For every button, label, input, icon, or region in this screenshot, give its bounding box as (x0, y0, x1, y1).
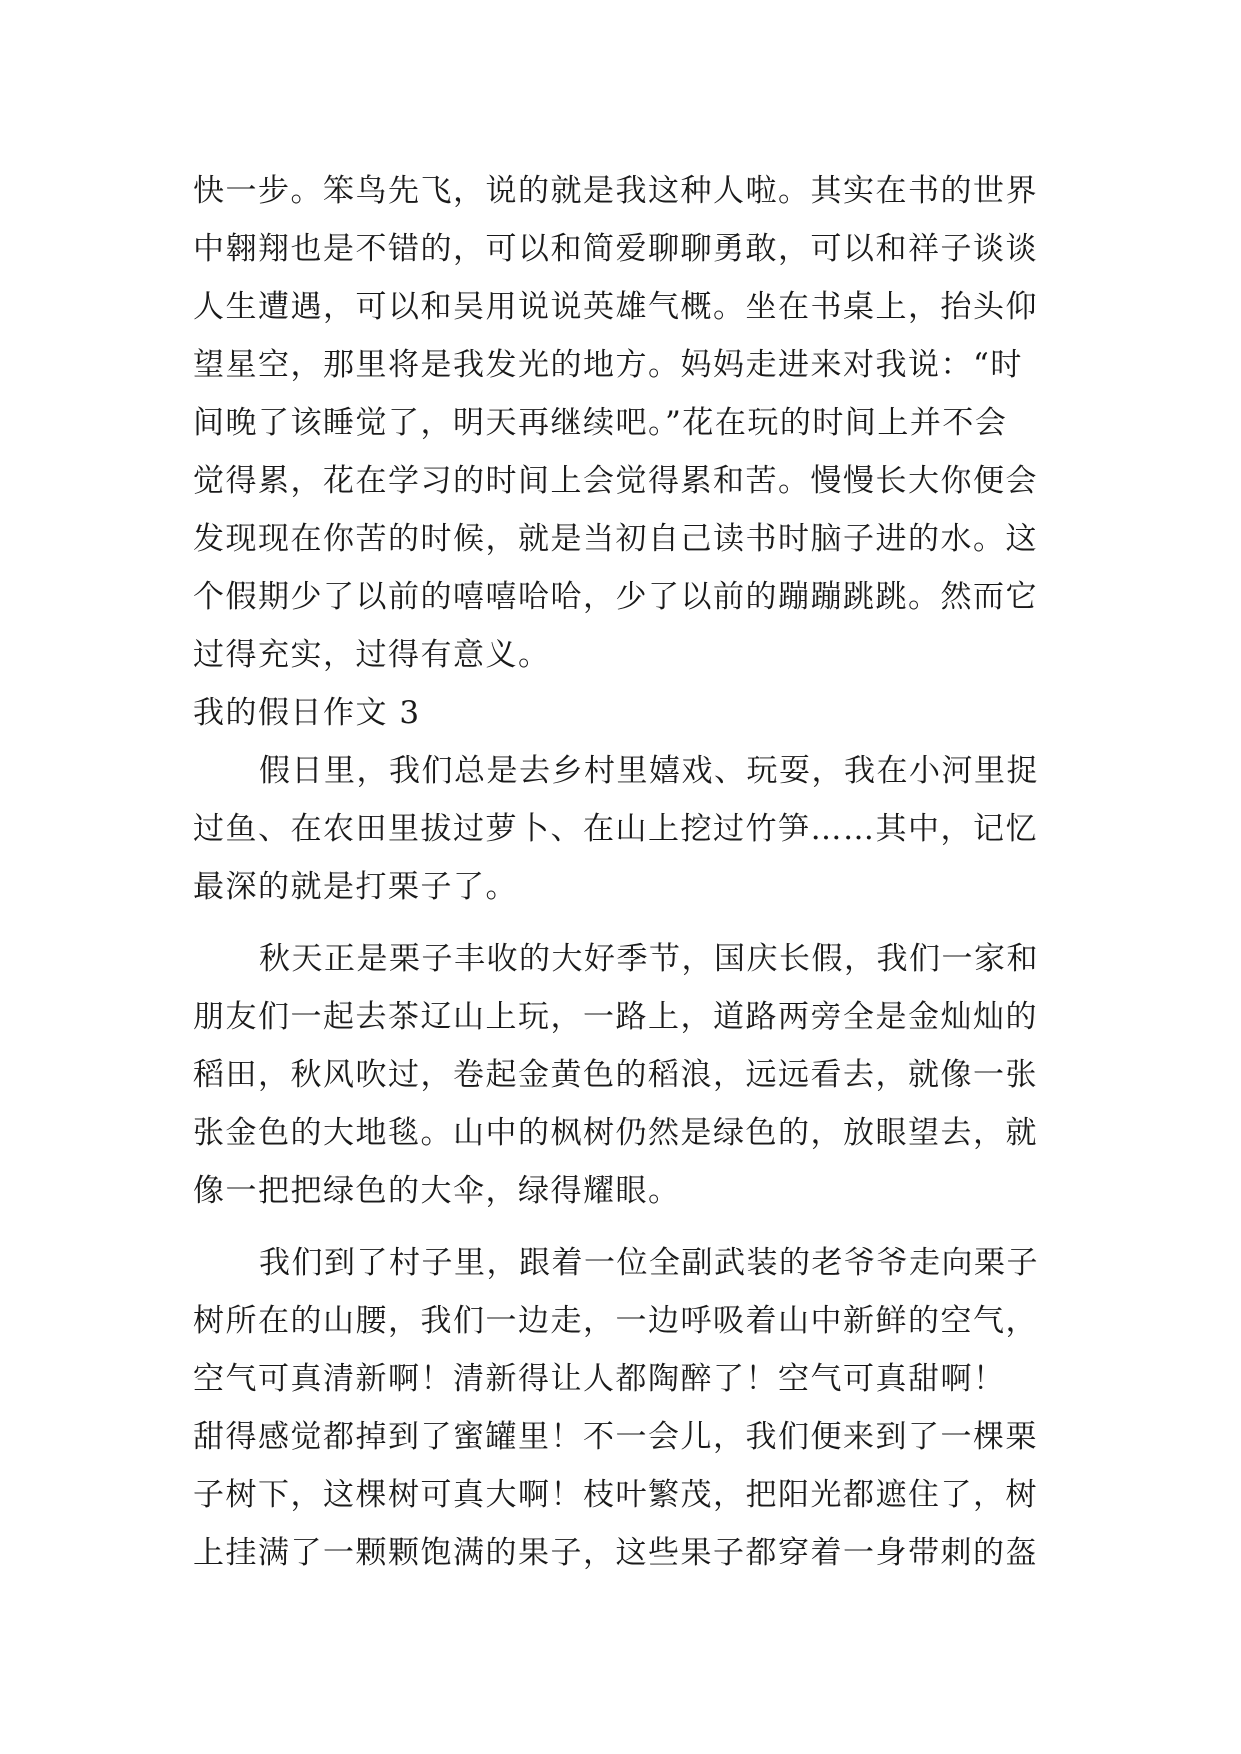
text-line: 上挂满了一颗颗饱满的果子，这些果子都穿着一身带刺的盔 (193, 1535, 1038, 1571)
text-line: 空气可真清新啊！清新得让人都陶醉了！空气可真甜啊！ (193, 1361, 1006, 1397)
essay-title: 我的假日作文 3 (193, 695, 421, 731)
text-line: 甜得感觉都掉到了蜜罐里！不一会儿，我们便来到了一棵栗 (193, 1419, 1038, 1455)
text-line: 中翱翔也是不错的，可以和简爱聊聊勇敢，可以和祥子谈谈 (193, 231, 1038, 267)
text-line: 假日里，我们总是去乡村里嬉戏、玩耍，我在小河里捉 (259, 753, 1039, 789)
text-line: 快一步。笨鸟先飞，说的就是我这种人啦。其实在书的世界 (193, 173, 1038, 209)
intro-paragraph (193, 162, 1061, 684)
text-line: 过鱼、在农田里拔过萝卜、在山上挖过竹笋……其中，记忆 (193, 811, 1038, 847)
text-line: 朋友们一起去茶辽山上玩，一路上，道路两旁全是金灿灿的 (193, 999, 1038, 1035)
text-line: 稻田，秋风吹过，卷起金黄色的稻浪，远远看去，就像一张 (193, 1057, 1038, 1093)
text-line: 像一把把绿色的大伞，绿得耀眼。 (193, 1173, 681, 1209)
text-line: 望星空，那里将是我发光的地方。妈妈走进来对我说：“时 (193, 347, 1023, 383)
text-line: 树所在的山腰，我们一边走，一边呼吸着山中新鲜的空气， (193, 1303, 1038, 1339)
text-line: 觉得累，花在学习的时间上会觉得累和苦。慢慢长大你便会 (193, 463, 1038, 499)
text-line: 人生遭遇，可以和吴用说说英雄气概。坐在书桌上，抬头仰 (193, 289, 1038, 325)
paragraph-2 (193, 930, 1061, 1220)
text-line: 我们到了村子里，跟着一位全副武装的老爷爷走向栗子 (259, 1245, 1039, 1281)
text-line: 发现现在你苦的时候，就是当初自己读书时脑子进的水。这 (193, 521, 1038, 557)
text-line: 最深的就是打栗子了。 (193, 869, 518, 905)
document-body (193, 162, 1061, 1582)
text-line: 秋天正是栗子丰收的大好季节，国庆长假，我们一家和 (259, 941, 1039, 977)
text-line: 张金色的大地毯。山中的枫树仍然是绿色的，放眼望去，就 (193, 1115, 1038, 1151)
paragraph-1 (193, 742, 1061, 916)
text-line: 个假期少了以前的嘻嘻哈哈，少了以前的蹦蹦跳跳。然而它 (193, 579, 1038, 615)
text-line: 间晚了该睡觉了，明天再继续吧。”花在玩的时间上并不会 (193, 405, 1008, 441)
text-line: 子树下，这棵树可真大啊！枝叶繁茂，把阳光都遮住了，树 (193, 1477, 1038, 1513)
text-line: 过得充实，过得有意义。 (193, 637, 551, 673)
paragraph-3 (193, 1234, 1061, 1582)
